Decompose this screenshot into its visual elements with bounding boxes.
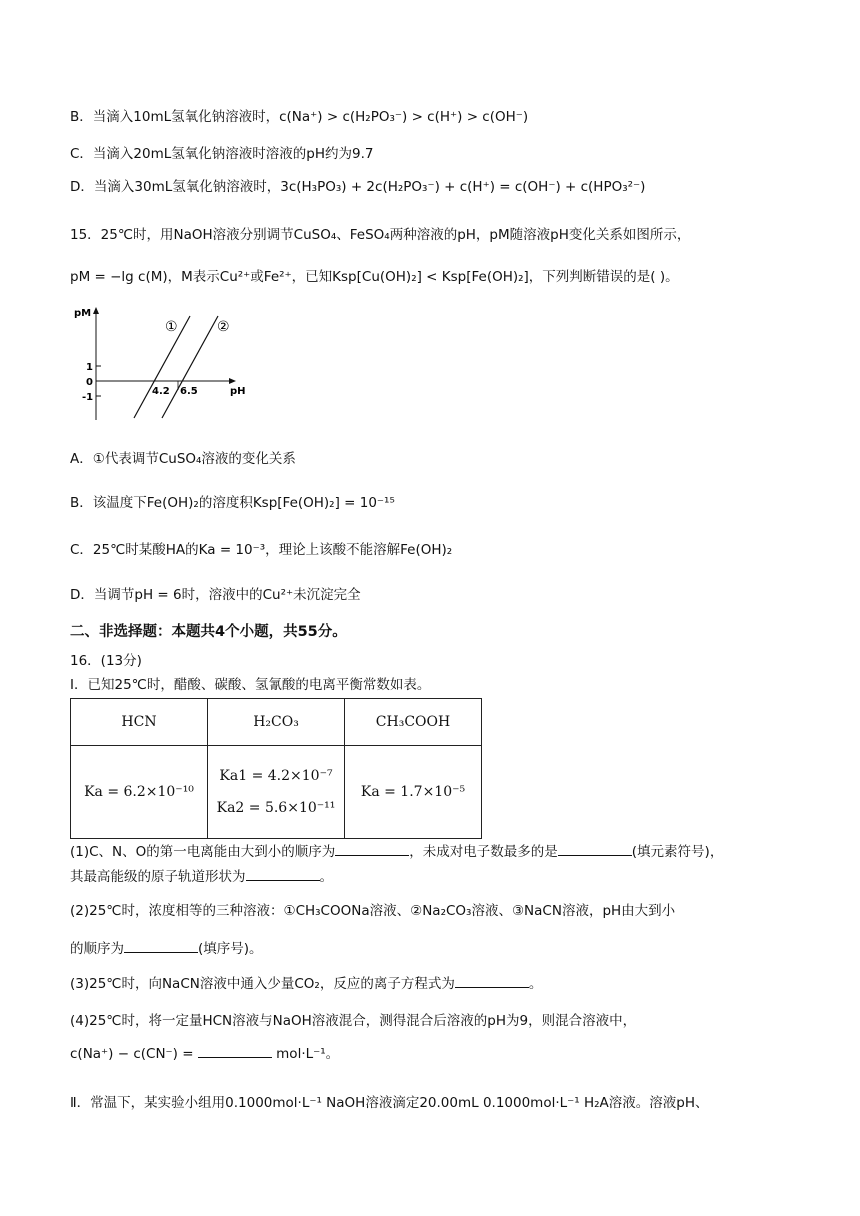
subq-4-line-2	[70, 1044, 339, 1063]
subq-1-line-2	[70, 867, 333, 886]
answer-blank-3[interactable]	[246, 867, 320, 881]
answer-blank-4[interactable]	[124, 939, 198, 953]
cell-h2co3-ka1: Ka1 = 4.2×10⁻⁷	[219, 768, 333, 784]
curve-1-line	[134, 316, 190, 418]
curve-1-label: ①	[165, 319, 178, 335]
option-d-q15: D．当调节pH = 6时，溶液中的Cu²⁺未沉淀完全	[70, 587, 361, 603]
question-15-stem-1: 15．25℃时，用NaOH溶液分别调节CuSO₄、FeSO₄两种溶液的pH，pM随溶液pH变化关系如图所示，	[70, 227, 691, 243]
x-axis-arrow	[229, 378, 236, 384]
question-15-stem-2: pM = −lg c(M)，M表示Cu²⁺或Fe²⁺，已知Ksp[Cu(OH)₂] < Ksp[Fe(OH)₂]，下列判断错误的是( )。	[70, 269, 679, 285]
option-a-q15: A．①代表调节CuSO₄溶液的变化关系	[70, 451, 296, 467]
part-i-intro: Ⅰ．已知25℃时，醋酸、碳酸、氢氰酸的电离平衡常数如表。	[70, 677, 431, 693]
x-point-6-5: 6.5	[180, 386, 198, 397]
subq-3-line	[70, 974, 542, 993]
y-axis-label: pM	[74, 308, 92, 319]
subq-3-text-a: (3)25℃时，向NaCN溶液中通入少量CO₂，反应的离子方程式为	[70, 976, 455, 992]
ionization-constant-table	[70, 698, 482, 839]
option-b-q15: B．该温度下Fe(OH)₂的溶度积Ksp[Fe(OH)₂] = 10⁻¹⁵	[70, 495, 395, 511]
header-h2co3: H₂CO₃	[208, 699, 345, 746]
cell-h2co3-ka2: Ka2 = 5.6×10⁻¹¹	[216, 800, 336, 816]
subq-3-text-b: 。	[528, 976, 543, 992]
subq-4-text-b: c(Na⁺) − c(CN⁻) =	[70, 1046, 194, 1062]
graph-svg	[72, 304, 252, 424]
header-hcn: HCN	[71, 699, 208, 746]
option-d-q14: D．当滴入30mL氢氧化钠溶液时，3c(H₃PO₃) + 2c(H₂PO₃⁻) + c(H⁺) = c(OH⁻) + c(HPO₃²⁻)	[70, 179, 646, 195]
subq-1-text-b: ，未成对电子数最多的是	[409, 844, 558, 860]
subq-1-text-c: (填元素符号)，	[631, 844, 724, 860]
answer-blank-2[interactable]	[558, 842, 632, 856]
option-c-q14: C．当滴入20mL氢氧化钠溶液时溶液的pH约为9.7	[70, 146, 374, 162]
subq-1-text-d: 其最高能级的原子轨道形状为	[70, 869, 246, 885]
part-ii-intro: Ⅱ．常温下，某实验小组用0.1000mol·L⁻¹ NaOH溶液滴定20.00mL 0.1000mol·L⁻¹ H₂A溶液。溶液pH、	[70, 1095, 709, 1111]
x-point-4-2: 4.2	[152, 386, 170, 397]
subq-4-text-c: mol·L⁻¹。	[276, 1046, 340, 1062]
pm-ph-graph	[72, 304, 252, 424]
subq-1-text-a: (1)C、N、O的第一电离能由大到小的顺序为	[70, 844, 336, 860]
y-label-neg1: -1	[82, 392, 94, 403]
subq-2-line-2	[70, 939, 263, 958]
header-ch3cooh: CH₃COOH	[345, 699, 482, 746]
subq-4-line-1: (4)25℃时，将一定量HCN溶液与NaOH溶液混合，测得混合后溶液的pH为9，则混合溶液中，	[70, 1013, 637, 1029]
y-label-1: 1	[86, 362, 93, 373]
subq-2-line-1: (2)25℃时，浓度相等的三种溶液：①CH₃COONa溶液、②Na₂CO₃溶液、③NaCN溶液，pH由大到小	[70, 903, 676, 919]
subq-1-line-1	[70, 842, 723, 861]
cell-h2co3	[208, 746, 345, 839]
section-2-heading: 二、非选择题：本题共4个小题，共55分。	[70, 624, 347, 640]
x-axis-label: pH	[230, 386, 246, 397]
answer-blank-5[interactable]	[455, 974, 529, 988]
option-b-q14: B．当滴入10mL氢氧化钠溶液时，c(Na⁺) > c(H₂PO₃⁻) > c(H⁺) > c(OH⁻)	[70, 109, 529, 125]
answer-blank-1[interactable]	[335, 842, 409, 856]
subq-1-text-e: 。	[319, 869, 333, 885]
subq-2-text-c: (填序号)。	[198, 941, 263, 957]
subq-2-text-b: 的顺序为	[70, 941, 124, 957]
cell-ch3cooh-ka: Ka = 1.7×10⁻⁵	[345, 746, 482, 839]
answer-blank-6[interactable]	[198, 1044, 272, 1058]
option-c-q15: C．25℃时某酸HA的Ka = 10⁻³，理论上该酸不能溶解Fe(OH)₂	[70, 542, 453, 558]
y-axis-arrow	[93, 307, 99, 314]
y-label-0: 0	[86, 377, 93, 388]
cell-hcn-ka: Ka = 6.2×10⁻¹⁰	[71, 746, 208, 839]
question-16-title: 16．(13分)	[70, 653, 142, 669]
curve-2-label: ②	[217, 319, 230, 335]
